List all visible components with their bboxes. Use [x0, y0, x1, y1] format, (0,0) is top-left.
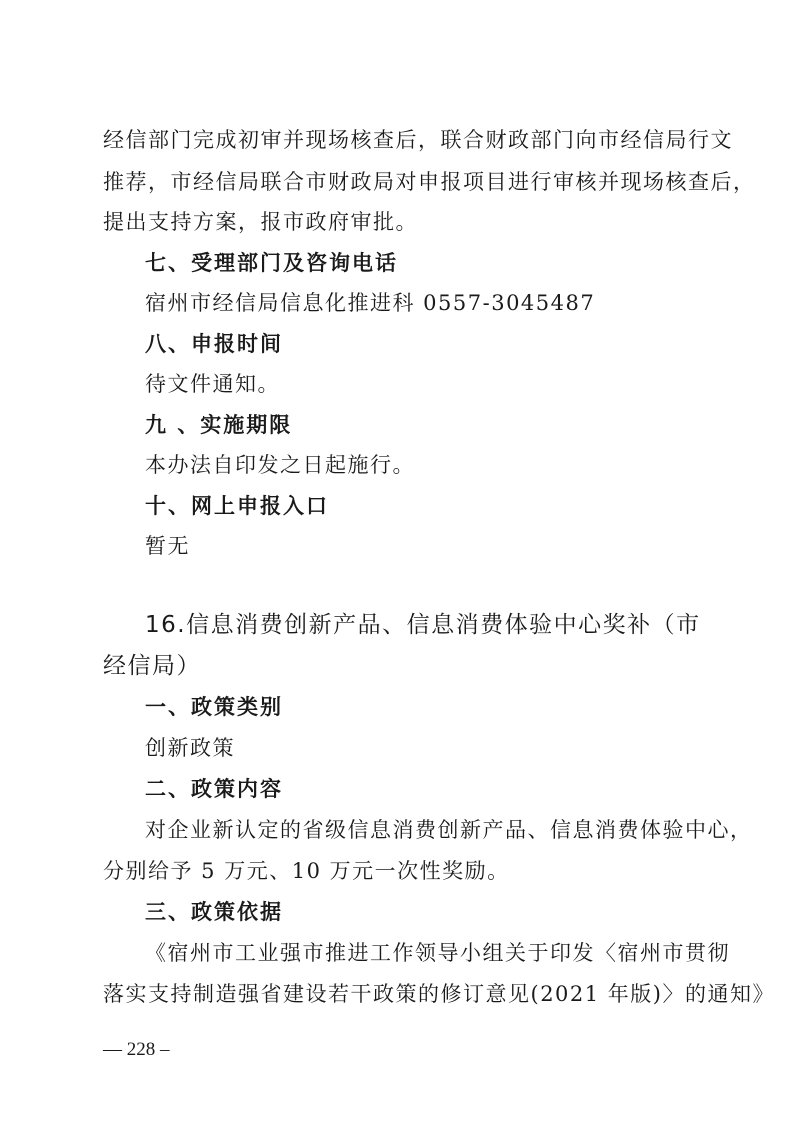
body-text-line: 分别给予 5 万元、10 万元一次性奖励。 [103, 859, 510, 883]
policy-title: 16.信息消费创新产品、信息消费体验中心奖补（市 [145, 612, 701, 638]
policy-title-continued: 经信局） [103, 653, 201, 679]
body-text-line: 对企业新认定的省级信息消费创新产品、信息消费体验中心， [145, 818, 753, 842]
section-heading: 一、政策类别 [145, 695, 283, 719]
body-text-line: 本办法自印发之日起施行。 [145, 453, 415, 477]
section-heading: 十、网上申报入口 [145, 494, 329, 518]
section-heading: 七、受理部门及咨询电话 [145, 251, 398, 275]
section-heading: 三、政策依据 [145, 900, 283, 924]
body-text-line: 暂无 [145, 534, 190, 558]
body-text-line: 提出支持方案，报市政府审批。 [103, 210, 418, 234]
page-number: — 228 – [103, 1039, 170, 1060]
body-text-line: 创新政策 [145, 736, 235, 760]
section-heading: 二、政策内容 [145, 777, 283, 801]
body-text-line: 《宿州市工业强市推进工作领导小组关于印发〈宿州市贯彻 [145, 941, 730, 965]
contact-line: 宿州市经信局信息化推进科 0557-3045487 [145, 291, 596, 315]
section-heading: 八、申报时间 [145, 332, 283, 356]
body-text-line: 落实支持制造强省建设若干政策的修订意见(2021 年版)〉的通知》 [103, 982, 776, 1006]
section-heading: 九 、实施期限 [145, 413, 293, 437]
body-text-line: 经信部门完成初审并现场核查后，联合财政部门向市经信局行文 [103, 128, 733, 152]
body-text-line: 推荐，市经信局联合市财政局对申报项目进行审核并现场核查后， [103, 170, 756, 194]
body-text-line: 待文件通知。 [145, 372, 280, 396]
